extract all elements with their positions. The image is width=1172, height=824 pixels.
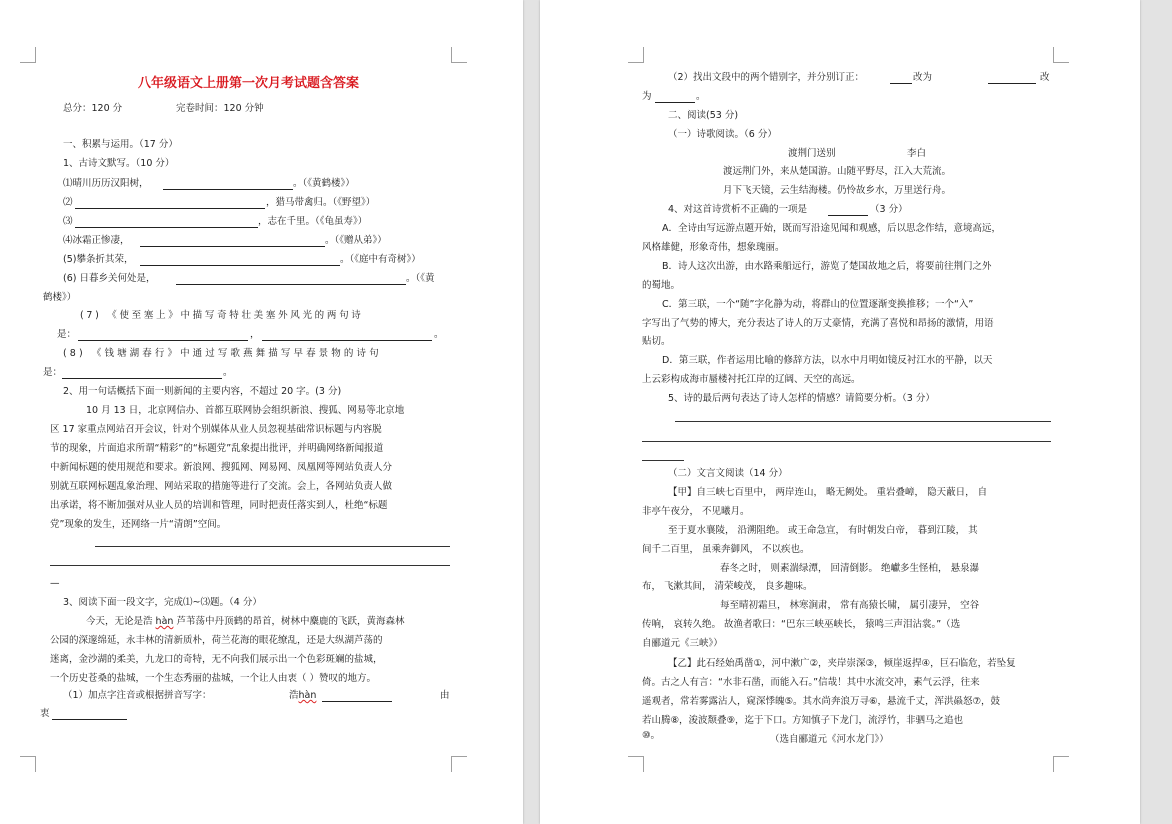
news-line: 别就互联网标题乱象治理、网站采取的措施等进行了交流。会上，各网站负责人做	[50, 481, 393, 492]
classical-text-line: 倚。古之人有言：“水非石凿，而能入石。”信哉！其中水流交冲，素气云浮，往来	[642, 677, 980, 688]
news-line: 区 17 家重点网站召开会议，针对个别媒体从业人员忽视基础常识标题与内容脱	[50, 424, 382, 435]
question-text: 为	[642, 91, 652, 102]
news-line: 党”现象的发生，还网络一片“清朗”空间。	[50, 519, 227, 530]
question-text: 4、对这首诗赏析不正确的一项是	[668, 204, 808, 215]
question-text: ⑵	[63, 197, 73, 208]
question-text: ，猎马带禽归。（《野望》）	[266, 197, 376, 208]
classical-text-line: 【乙】此石经始禹凿①，河中漱广②，夹岸崇深③，倾崖返捍④，巨石临危，若坠复	[668, 658, 1016, 669]
reading-line: 迷离，金沙湖的柔美，九龙口的奇特，无不向我们展示出一个色彩斑斓的盐城，	[50, 654, 383, 665]
news-line: 中新闻标题的使用规范和要求。新浪网、搜狐网、网易网、凤凰网等网站负责人分	[50, 462, 393, 473]
subsection-heading: （二）文言文阅读（14 分）	[668, 468, 788, 479]
classical-text-line: 春冬之时， 则素湍绿潭， 回清倒影。 绝巘多生怪柏， 悬泉瀑	[720, 563, 980, 574]
question-heading: 3、阅读下面一段文字，完成⑴~⑶题。（4 分）	[63, 597, 262, 608]
reading-line: 公园的深邃绵延，永丰林的清新质朴，荷兰花海的眼花缭乱，还是大纵湖芦荡的	[50, 635, 383, 646]
crop-mark	[451, 756, 467, 772]
question-text: 。（《黄鹤楼》）	[293, 178, 355, 189]
crop-mark	[451, 47, 467, 63]
question-text: 改为	[913, 72, 933, 83]
option-line: A．全诗由写远游点题开始，既而写沿途见闻和观感，后以思念作结，意境高远，	[662, 223, 1001, 234]
question-text: 。（《庭中有奇树》）	[340, 254, 421, 265]
answer-blank[interactable]	[262, 340, 432, 341]
answer-blank[interactable]	[140, 265, 340, 266]
option-line: 字写出了气势的博大，充分表达了诗人的万丈豪情，充满了喜悦和昂扬的激情，用语	[642, 318, 994, 329]
answer-line[interactable]	[675, 421, 1051, 422]
answer-blank[interactable]	[163, 189, 293, 190]
question-text: 浩hàn	[289, 690, 317, 701]
option-line: 贴切。	[642, 336, 671, 347]
question-text: 。（《黄	[406, 273, 435, 284]
classical-text-line: 自郦道元《三峡》）	[642, 638, 723, 649]
question-text: (8) 《钱塘湖春行》中通过写歌燕舞描写早春景物的诗句	[63, 348, 382, 359]
question-text: ⑴晴川历历汉阳树，	[63, 178, 149, 189]
classical-text-line: 布， 飞漱其间， 清荣峻茂， 良多趣味。	[642, 581, 813, 592]
document-page-1	[0, 0, 523, 824]
question-text: 是：	[43, 367, 63, 378]
answer-blank[interactable]	[52, 719, 127, 720]
answer-blank[interactable]	[62, 378, 222, 379]
question-text: 。	[696, 91, 706, 102]
question-text: 。	[223, 367, 233, 378]
total-time: 完卷时间：120 分钟	[176, 103, 264, 114]
answer-blank[interactable]	[322, 701, 392, 702]
question-text: （2）找出文段中的两个错别字，并分别订正：	[668, 72, 865, 83]
crop-mark	[1053, 47, 1069, 63]
option-line: 风格雄健，形象奇伟，想象瑰丽。	[642, 242, 785, 253]
question-text: ⑷冰霜正惨凄，	[63, 235, 130, 246]
question-text: (5)攀条折其荣，	[63, 254, 134, 265]
classical-text-line: ⑩。	[642, 730, 661, 741]
answer-blank[interactable]	[176, 284, 406, 285]
crop-mark	[20, 47, 36, 63]
option-line: D．第三联，作者运用比喻的修辞方法，以水中月明如镜反衬江水的平静，以天	[662, 355, 993, 366]
poem-line: 月下飞天镜，云生结海楼。仍怜故乡水，万里送行舟。	[723, 185, 952, 196]
poem-author: 李白	[907, 148, 927, 159]
question-text: 是：	[57, 329, 77, 340]
answer-blank[interactable]	[890, 83, 912, 84]
reading-line: 今天，无论是浩 hàn 芦苇荡中丹顶鹤的昂首，树林中麋鹿的飞跃，黄海森林	[86, 616, 405, 627]
classical-text-line: 至于夏水襄陵， 沿溯阻绝。 或王命急宣， 有时朝发白帝， 暮到江陵， 其	[668, 525, 978, 536]
crop-mark	[20, 756, 36, 772]
crop-mark	[628, 47, 644, 63]
classical-text-line: 间千二百里， 虽乘奔御风， 不以疾也。	[642, 544, 810, 555]
question-text: ，	[250, 329, 260, 340]
section-heading: 二、阅读(53 分)	[668, 110, 739, 121]
question-text: （3 分）	[870, 204, 908, 215]
answer-blank[interactable]	[75, 227, 258, 228]
answer-line[interactable]	[95, 546, 450, 547]
news-line: 节的现象，片面追求所谓“精彩”的“标题党”乱象提出批评，并明确网络新闻报道	[50, 443, 384, 454]
answer-blank[interactable]	[655, 102, 695, 103]
answer-line[interactable]	[642, 460, 684, 461]
question-text: （1）加点字注音或根据拼音写字：	[63, 690, 212, 701]
question-heading: 2、用一句话概括下面一则新闻的主要内容，不超过 20 字。(3 分)	[63, 386, 342, 397]
question-text: 由	[440, 690, 450, 701]
classical-text-line: 每至晴初霜旦， 林寒涧肃， 常有高猿长啸， 属引凄异， 空谷	[720, 600, 980, 611]
page-title: 八年级语文上册第一次月考试题含答案	[138, 76, 360, 91]
subsection-heading: （一）诗歌阅读。（6 分）	[668, 129, 777, 140]
answer-line[interactable]	[50, 565, 450, 566]
question-text: 衷	[40, 708, 50, 719]
option-line: 上云彩构成海市蜃楼衬托江岸的辽阔、天空的高远。	[642, 374, 861, 385]
classical-text-line: 遥观者，常若雾露沾人，窥深悸魄⑤。其水尚奔浪万寻⑥，悬流千丈，浑洪赑怒⑦，鼓	[642, 696, 1001, 707]
news-line: 10 月 13 日，北京网信办、首都互联网协会组织新浪、搜狐、网易等北京地	[86, 405, 405, 416]
answer-line[interactable]	[642, 441, 1051, 442]
crop-mark	[1053, 756, 1069, 772]
crop-mark	[628, 756, 644, 772]
answer-blank[interactable]	[828, 215, 868, 216]
answer-blank[interactable]	[140, 246, 325, 247]
option-line: 的蜀地。	[642, 280, 681, 291]
question-heading: 1、古诗文默写。（10 分）	[63, 158, 175, 169]
news-line: 出承诺，将不断加强对从业人员的培训和管理，同时把责任落实到人，杜绝“标题	[50, 500, 388, 511]
question-text: 。	[434, 329, 444, 340]
answer-blank[interactable]	[75, 208, 265, 209]
total-score: 总分：120 分	[63, 103, 123, 114]
classical-text-line: 若山腾⑧，浚波颓叠⑨，迄于下口。方知慎子下龙门，流浮竹，非驷马之追也	[642, 715, 964, 726]
answer-blank[interactable]	[78, 340, 248, 341]
classical-text-line: 非亭午夜分， 不见曦月。	[642, 506, 750, 517]
question-text: ⑶	[63, 216, 73, 227]
question-text: 改	[1040, 72, 1050, 83]
answer-blank[interactable]	[988, 83, 1036, 84]
section-heading: 一、积累与运用。（17 分）	[63, 139, 178, 150]
document-page-2	[540, 0, 1140, 824]
option-line: B．诗人这次出游，由水路乘船远行，游览了楚国故地之后，将要前往荆门之外	[662, 261, 992, 272]
poem-title: 渡荆门送别	[788, 148, 836, 159]
option-line: C．第三联，一个“随”字化静为动，将群山的位置逐渐变换推移；一个“入”	[662, 299, 974, 310]
question-text: 5、诗的最后两句表达了诗人怎样的情感？请简要分析。（3 分）	[668, 393, 935, 404]
dash: —	[50, 578, 60, 589]
question-text: (6) 日暮乡关何处是，	[63, 273, 156, 284]
question-text: (7) 《使至塞上》中描写奇特壮美塞外风光的两句诗	[80, 310, 364, 321]
question-text: ，志在千里。（《龟虽寿》）	[258, 216, 368, 227]
question-text: 。（《赠从弟》）	[325, 235, 387, 246]
source-citation: （选自郦道元《河水龙门》）	[770, 734, 889, 745]
classical-text-line: 【甲】自三峡七百里中， 两岸连山， 略无阙处。 重岩叠嶂， 隐天蔽日， 自	[668, 487, 988, 498]
reading-line: 一个历史苍桑的盐城，一个生态秀丽的盐城，一个让人由衷（ ）赞叹的地方。	[50, 673, 377, 684]
question-text: 鹤楼》）	[43, 292, 77, 303]
classical-text-line: 传响， 哀转久绝。 故渔者歌曰：“巴东三峡巫峡长， 猿鸣三声泪沾裳。”（选	[642, 619, 961, 630]
poem-line: 渡远荆门外，来从楚国游。山随平野尽，江入大荒流。	[723, 166, 952, 177]
